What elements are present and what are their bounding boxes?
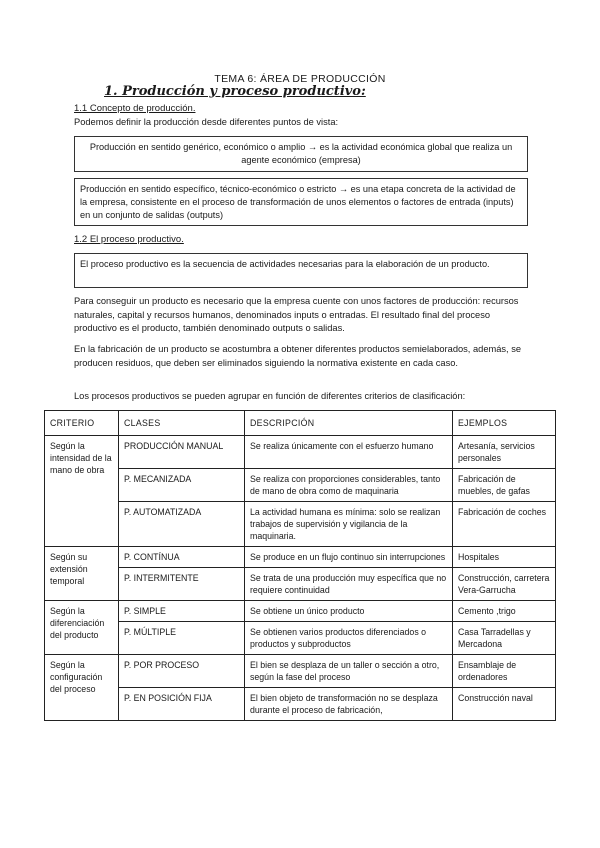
criterio-cell: Según su extensión temporal <box>45 547 119 601</box>
table-row <box>45 502 556 547</box>
clase-cell: P. MECANIZADA <box>119 469 245 502</box>
table-row <box>45 469 556 502</box>
section-title: 1. Producción y proceso productivo: <box>104 84 366 99</box>
criterio-cell: Según la configuración del proceso <box>45 655 119 721</box>
ejemplos-cell: Artesanía, servicios personales <box>453 436 556 469</box>
table-row <box>45 568 556 601</box>
header-ejemplos: EJEMPLOS <box>453 411 556 436</box>
intro-paragraph: Podemos definir la producción desde diferentes puntos de vista: <box>74 117 339 127</box>
table-header-row <box>45 411 556 436</box>
paragraph-semielaborados: En la fabricación de un producto se acostumbra a obtener diferentes productos semielaborados, además, se producen residuos, que deben ser eliminados siguiendo la normativa existente en cada caso. <box>74 344 522 368</box>
ejemplos-cell: Hospitales <box>453 547 556 568</box>
descripcion-cell: El bien objeto de transformación no se desplaza durante el proceso de fabricación, <box>245 688 453 721</box>
ejemplos-cell: Casa Tarradellas y Mercadona <box>453 622 556 655</box>
clase-cell: P. SIMPLE <box>119 601 245 622</box>
ejemplos-cell: Cemento ,trigo <box>453 601 556 622</box>
clase-cell: P. EN POSICIÓN FIJA <box>119 688 245 721</box>
header-clases: CLASES <box>119 411 245 436</box>
paragraph-factors: Para conseguir un producto es necesario que la empresa cuente con unos factores de producción: recursos naturales, capital y recursos humanos, denominados inputs o entradas. El resultado final del proceso productivo es el producto, también denominado outputs o salidas. <box>74 296 519 334</box>
descripcion-cell: El bien se desplaza de un taller o sección a otro, según la fase del proceso <box>245 655 453 688</box>
descripcion-cell: La actividad humana es mínima: solo se realizan trabajos de supervisión y vigilancia de la maquinaria. <box>245 502 453 547</box>
clase-cell: PRODUCCIÓN MANUAL <box>119 436 245 469</box>
table-row <box>45 688 556 721</box>
ejemplos-cell: Construcción, carretera Vera-Garrucha <box>453 568 556 601</box>
ejemplos-cell: Fabricación de muebles, de gafas <box>453 469 556 502</box>
criterio-cell: Según la intensidad de la mano de obra <box>45 436 119 547</box>
descripcion-cell: Se realiza únicamente con el esfuerzo humano <box>245 436 453 469</box>
table-row <box>45 601 556 622</box>
ejemplos-cell: Ensamblaje de ordenadores <box>453 655 556 688</box>
clase-cell: P. CONTÍNUA <box>119 547 245 568</box>
definition-box-specific: Producción en sentido específico, técnico-económico o estricto → es una etapa concreta de la actividad de la empresa, consistente en el proceso de transformación de unos elementos o factores de entrada (inputs) en un conjunto de salidas (outputs) <box>74 178 528 226</box>
definition-box-process: El proceso productivo es la secuencia de actividades necesarias para la elaboración de un producto. <box>74 253 528 288</box>
descripcion-cell: Se produce en un flujo continuo sin interrupciones <box>245 547 453 568</box>
descripcion-cell: Se realiza con proporciones considerables, tanto de mano de obra como de maquinaria <box>245 469 453 502</box>
document-title: TEMA 6: ÁREA DE PRODUCCIÓN <box>214 73 386 85</box>
definition-box-generic: Producción en sentido genérico, económico o amplio → es la actividad económica global que realiza un agente económico (empresa) <box>74 136 528 172</box>
classification-table <box>44 410 556 721</box>
descripcion-cell: Se obtiene un único producto <box>245 601 453 622</box>
subsection-title-proceso: 1.2 El proceso productivo. <box>74 234 184 245</box>
descripcion-cell: Se obtienen varios productos diferenciados o productos y subproductos <box>245 622 453 655</box>
clase-cell: P. MÚLTIPLE <box>119 622 245 655</box>
subsection-title-concepto: 1.1 Concepto de producción. <box>74 103 196 114</box>
descripcion-cell: Se trata de una producción muy específica que no requiere continuidad <box>245 568 453 601</box>
table-row <box>45 622 556 655</box>
ejemplos-cell: Fabricación de coches <box>453 502 556 547</box>
table-row <box>45 655 556 688</box>
table-row <box>45 547 556 568</box>
clase-cell: P. AUTOMATIZADA <box>119 502 245 547</box>
ejemplos-cell: Construcción naval <box>453 688 556 721</box>
criterio-cell: Según la diferenciación del producto <box>45 601 119 655</box>
clase-cell: P. INTERMITENTE <box>119 568 245 601</box>
header-descripcion: DESCRIPCIÓN <box>245 411 453 436</box>
clase-cell: P. POR PROCESO <box>119 655 245 688</box>
paragraph-criterios: Los procesos productivos se pueden agrupar en función de diferentes criterios de clasificación: <box>74 391 466 401</box>
table-row <box>45 436 556 469</box>
header-criterio: CRITERIO <box>45 411 119 436</box>
